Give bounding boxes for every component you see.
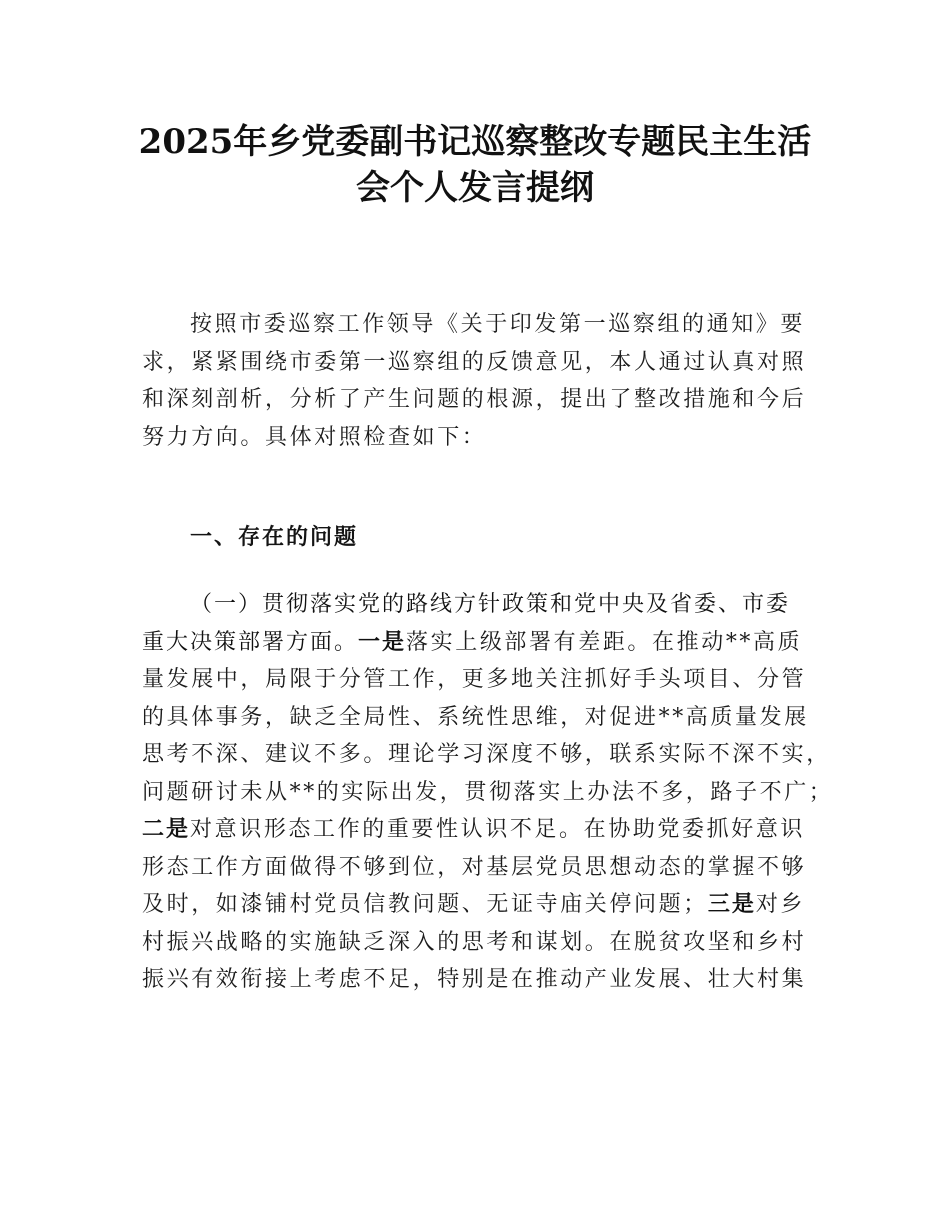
paragraph-line: 村振兴战略的实施缺乏深入的思考和谋划。在脱贫攻坚和乡村 [142,929,807,955]
point-label-2: 二是 [142,817,191,842]
point-text: 落实上级部署有差距。在推动**高质 [406,629,803,655]
paragraph-line: 按照市委巡察工作领导《关于印发第一巡察组的通知》要 [190,312,806,337]
paragraph-line: 的具体事务，缺乏全局性、系统性思维，对促进**高质量发展 [142,704,809,730]
point-label-3: 三是 [707,892,756,917]
paragraph-line [142,886,822,924]
point-label-1: 一是 [358,629,407,655]
subsection-heading: （一）贯彻落实党的路线方针政策和党中央及省委、市委 [190,592,791,617]
paragraph-line: 求，紧紧围绕市委第一巡察组的反馈意见，本人通过认真对照 [142,349,807,375]
paragraph-line: 问题研讨未从**的实际出发，贯彻落实上办法不多，路子不广； [142,779,834,805]
subsection-paragraph [142,586,834,999]
paragraph-line [142,811,822,849]
paragraph-line: 量发展中，局限于分管工作，更多地关注抓好手头项目、分管 [142,667,807,692]
paragraph-line [142,624,822,662]
point-text: 及时，如漆铺村党员信教问题、无证寺庙关停问题； [142,892,708,917]
paragraph-line: 努力方向。具体对照检查如下： [142,424,487,450]
paragraph-line [142,586,822,624]
document-title-line-2: 会个人发言提纲 [356,168,594,208]
subsection-heading-cont: 重大决策部署方面。 [142,629,359,655]
intro-paragraph [142,306,822,456]
paragraph-line: 形态工作方面做得不够到位，对基层党员思想动态的掌握不够 [142,854,807,880]
point-text: 对乡 [755,892,806,917]
paragraph-line: 和深刻剖析，分析了产生问题的根源，提出了整改措施和今后 [142,387,807,412]
paragraph-line: 振兴有效衔接上考虑不足，特别是在推动产业发展、壮大村集 [142,967,807,992]
point-text: 对意识形态工作的重要性认识不足。在协助党委抓好意识 [190,817,806,842]
paragraph-line: 思考不深、建议不多。理论学习深度不够，联系实际不深不实， [142,742,831,767]
section-heading-problems: 一、存在的问题 [190,525,359,550]
document-title-line-1: 2025年乡党委副书记巡察整改专题民主生活 [138,122,812,162]
